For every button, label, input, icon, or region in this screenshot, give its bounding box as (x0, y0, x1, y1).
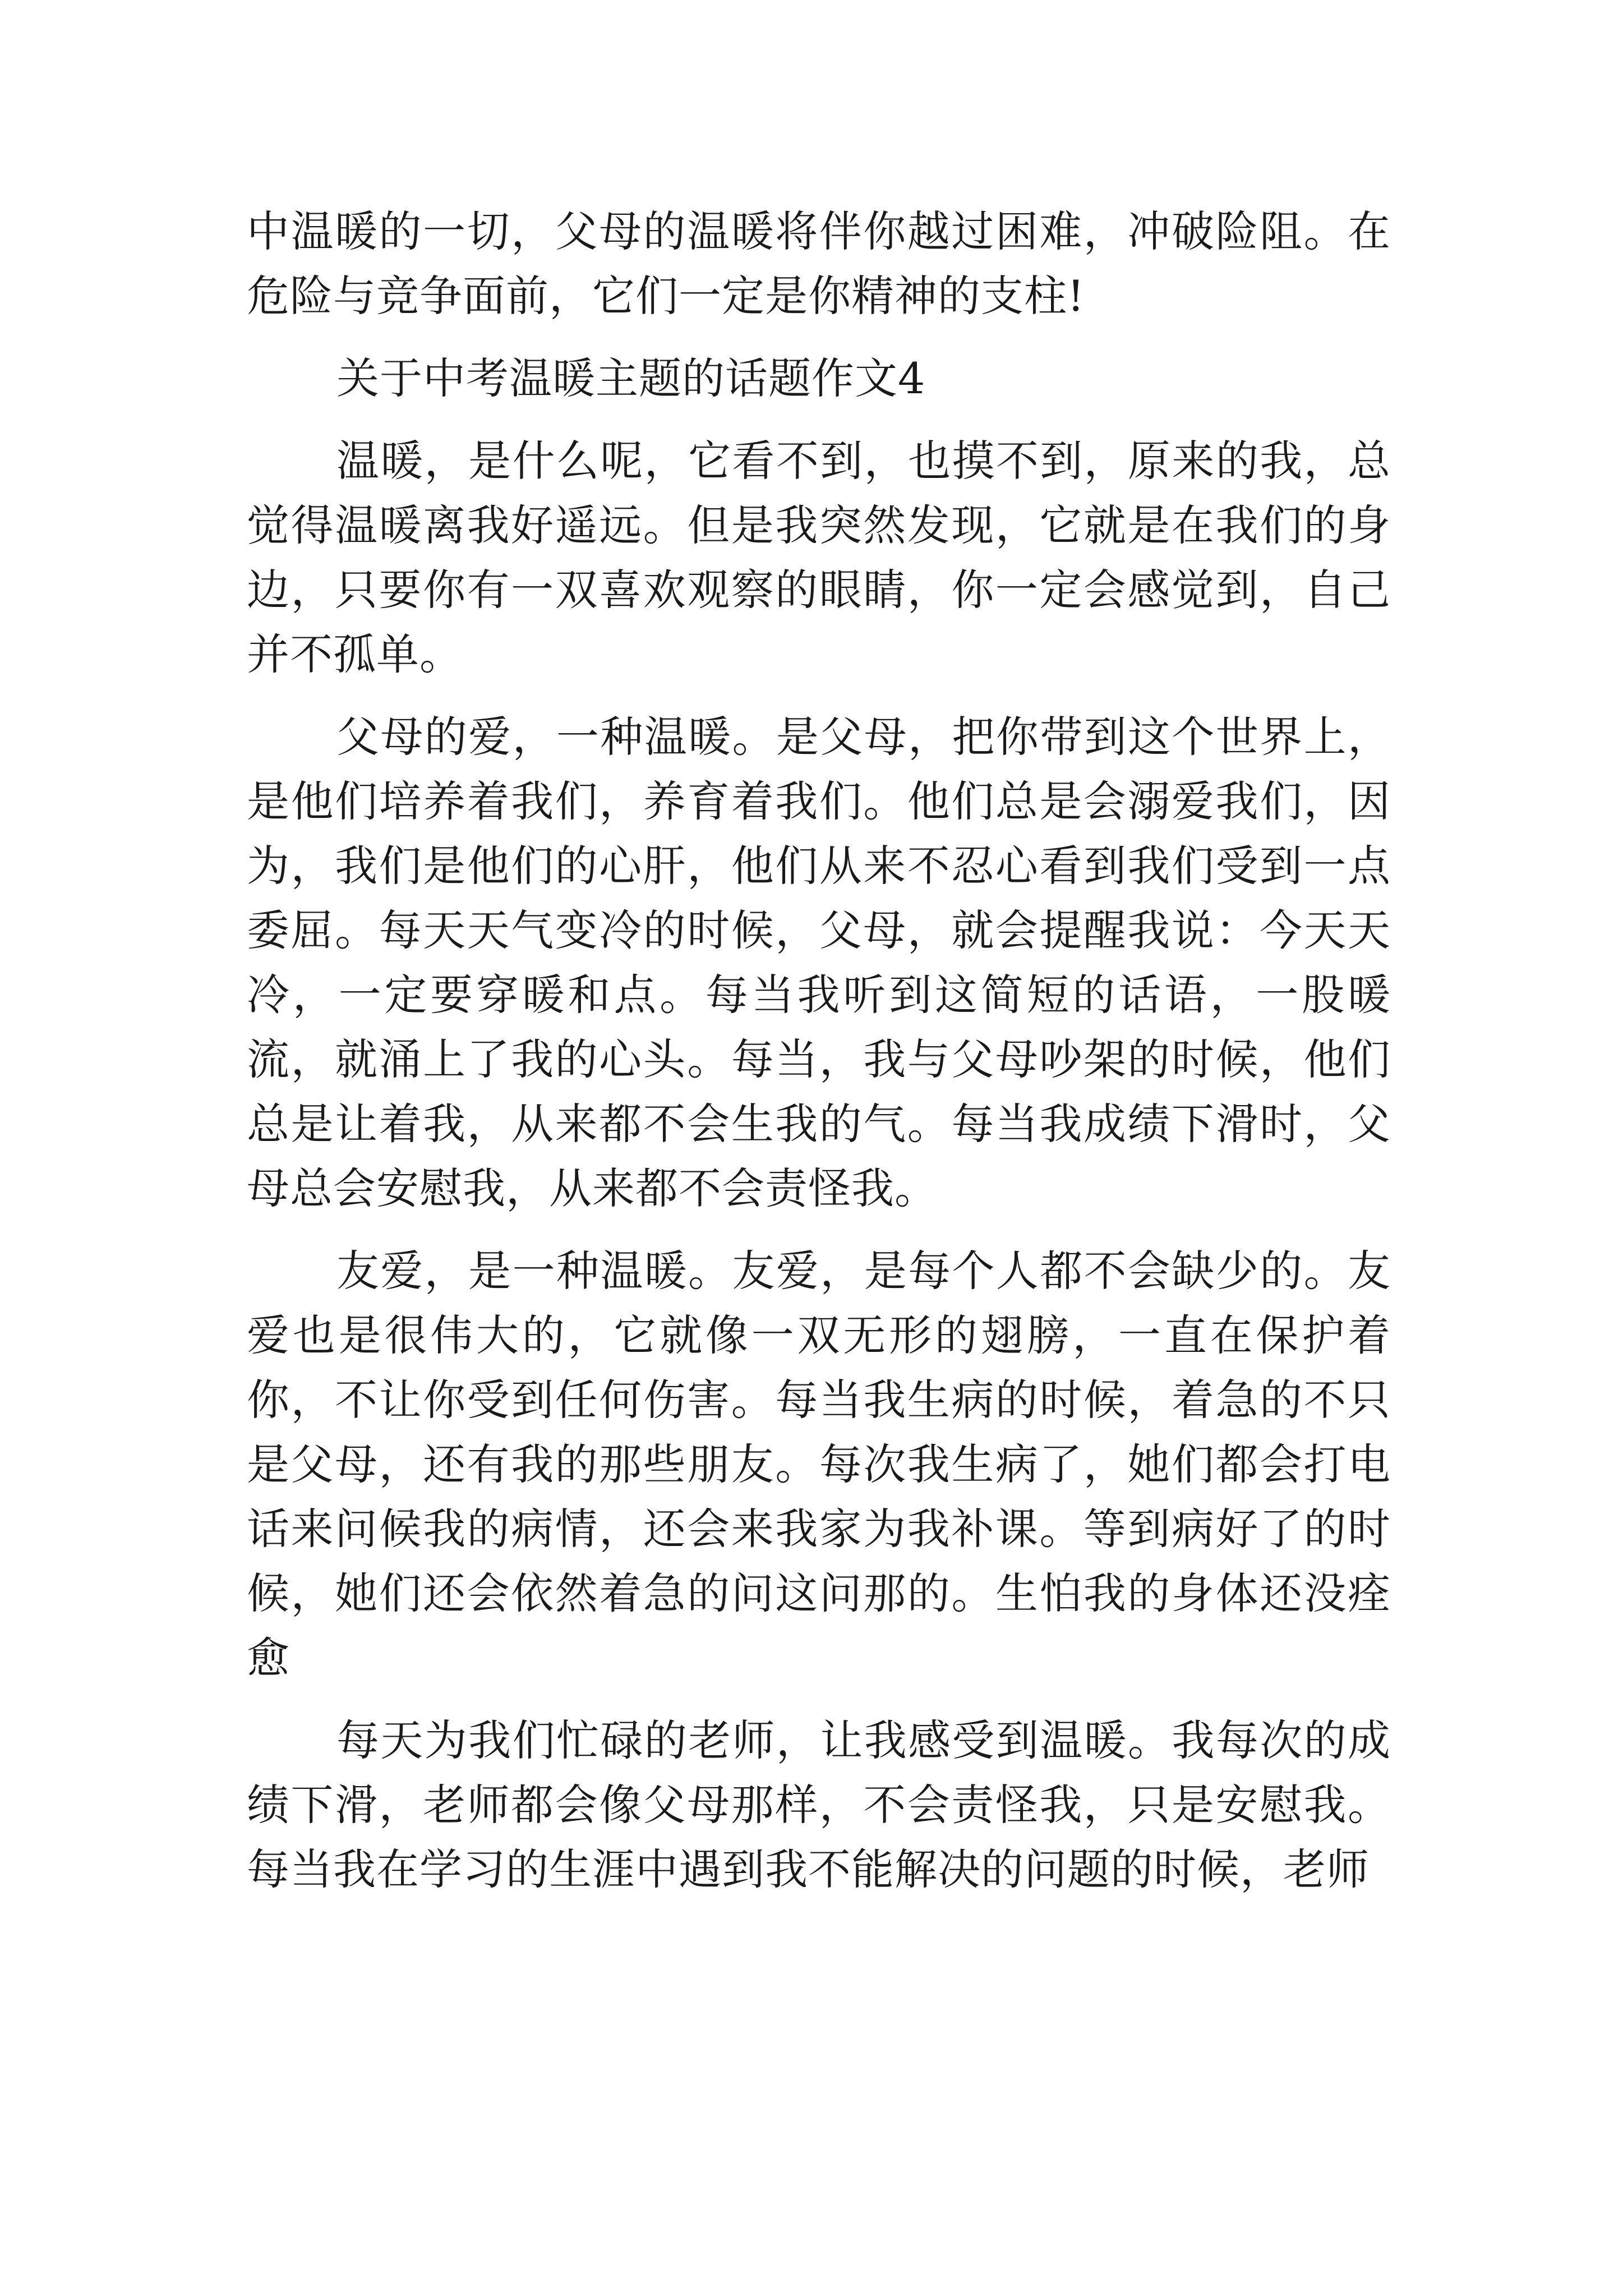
paragraph: 友爱，是一种温暖。友爱，是每个人都不会缺少的。友爱也是很伟大的，它就像一双无形的翅膀，一直在保护着你，不让你受到任何伤害。每当我生病的时候，着急的不只是父母，还有我的那些朋友。每次我生病了，她们都会打电话来问候我的病情，还会来我家为我补课。等到病好了的时候，她们还会依然着急的问这问那的。生怕我的身体还没痊愈 (247, 1246, 1391, 1683)
essay-heading: 关于中考温暖主题的话题作文4 (336, 353, 926, 403)
paragraph: 每天为我们忙碌的老师，让我感受到温暖。我每次的成绩下滑，老师都会像父母那样，不会责怪我，只是安慰我。每当我在学习的生涯中遇到我不能解决的问题的时候，老师 (247, 1715, 1391, 1894)
paragraph: 温暖，是什么呢，它看不到，也摸不到，原来的我，总觉得温暖离我好遥远。但是我突然发现，它就是在我们的身边，只要你有一双喜欢观察的眼睛，你一定会感觉到，自己并不孤单。 (247, 436, 1391, 679)
paragraph-continuation: 中温暖的一切，父母的温暖将伴你越过困难，冲破险阻。在危险与竞争面前，它们一定是你精神的支柱! (247, 206, 1391, 321)
paragraph: 父母的爱，一种温暖。是父母，把你带到这个世界上，是他们培养着我们，养育着我们。他们总是会溺爱我们，因为，我们是他们的心肝，他们从来不忍心看到我们受到一点委屈。每天天气变冷的时候，父母，就会提醒我说：今天天冷，一定要穿暖和点。每当我听到这简短的话语，一股暖流，就涌上了我的心头。每当，我与父母吵架的时候，他们总是让着我，从来都不会生我的气。每当我成绩下滑时，父母总会安慰我，从来都不会责怪我。 (247, 712, 1391, 1213)
document-body (247, 199, 1391, 1920)
